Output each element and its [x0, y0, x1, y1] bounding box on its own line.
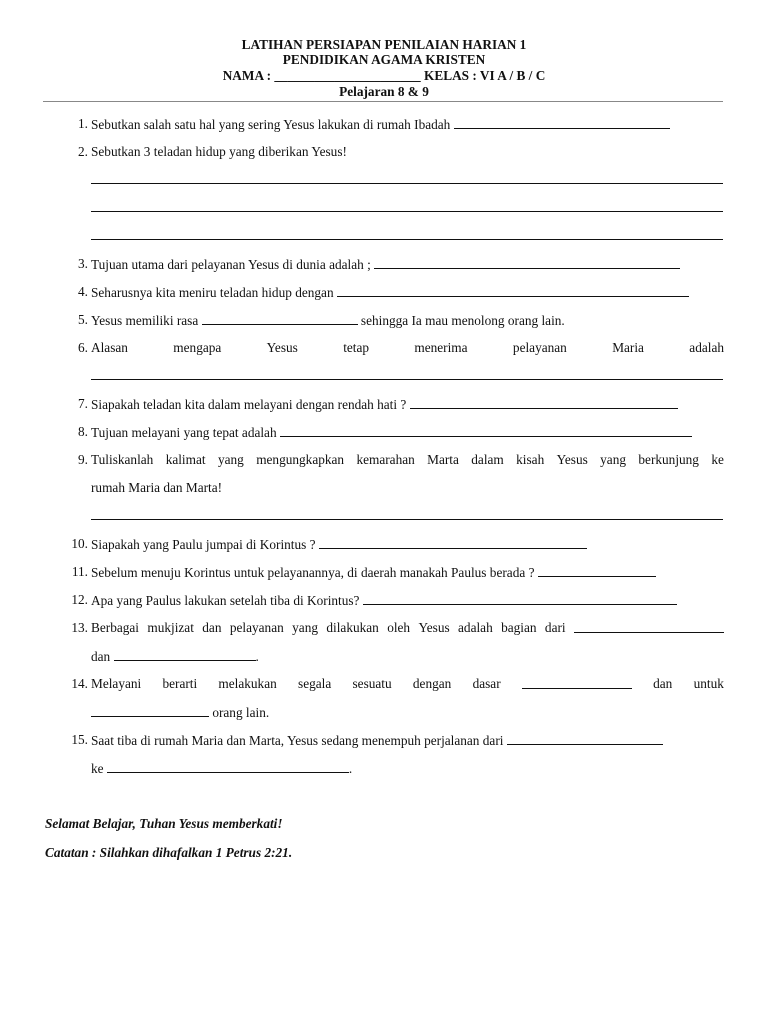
question-15-continuation	[62, 760, 724, 776]
answer-line[interactable]	[91, 379, 723, 380]
answer-blank[interactable]	[280, 424, 692, 437]
question-1	[62, 116, 724, 132]
question-number: 13.	[71, 620, 88, 635]
question-text: rumah Maria dan Marta!	[91, 480, 223, 495]
question-8	[62, 424, 724, 440]
memorization-note: Catatan : Silahkan dihafalkan 1 Petrus 2:21.	[45, 845, 293, 860]
question-14-continuation	[62, 704, 724, 720]
question-text: Tuliskanlah kalimat yang mengungkapkan kemarahan Marta dalam kisah Yesus yang berkunjung ke	[91, 452, 724, 467]
kelas-label: KELAS : VI A / B / C	[424, 68, 546, 83]
question-number: 10.	[71, 536, 88, 551]
closing-greeting: Selamat Belajar, Tuhan Yesus memberkati!	[45, 816, 283, 831]
nama-blank[interactable]: ______________________	[274, 68, 421, 83]
question-text: Alasan mengapa Yesus tetap menerima pelayanan Maria adalah	[91, 340, 724, 355]
question-text: Siapakah yang Paulu jumpai di Korintus ?	[91, 536, 724, 553]
answer-line[interactable]	[91, 519, 723, 520]
question-7	[62, 396, 724, 412]
question-15	[62, 732, 724, 748]
question-6	[62, 340, 724, 356]
question-9-continuation	[62, 480, 724, 496]
nama-label: NAMA :	[222, 68, 272, 83]
question-number: 7.	[78, 396, 88, 411]
answer-blank[interactable]	[507, 732, 663, 745]
question-text: Siapakah teladan kita dalam melayani dengan rendah hati ?	[91, 396, 724, 413]
answer-blank[interactable]	[202, 312, 358, 325]
answer-blank[interactable]	[410, 396, 678, 409]
answer-line[interactable]	[91, 211, 723, 212]
question-text: Yesus memiliki rasa sehingga Ia mau menolong orang lain.	[91, 313, 565, 328]
question-text: Sebelum menuju Korintus untuk pelayanannya, di daerah manakah Paulus berada ?	[91, 564, 724, 581]
question-10	[62, 536, 724, 552]
question-number: 3.	[78, 256, 88, 271]
header-divider	[43, 101, 723, 102]
question-12	[62, 592, 724, 608]
subject-title: PENDIDIKAN AGAMA KRISTEN	[282, 52, 486, 67]
question-number: 12.	[71, 592, 88, 607]
question-13	[62, 620, 724, 636]
answer-blank[interactable]	[454, 116, 670, 129]
question-number: 6.	[78, 340, 88, 355]
answer-blank[interactable]	[114, 648, 256, 661]
answer-blank[interactable]	[91, 704, 209, 717]
answer-blank[interactable]	[574, 620, 724, 633]
worksheet-title: LATIHAN PERSIAPAN PENILAIAN HARIAN 1	[241, 37, 527, 52]
question-number: 11.	[71, 564, 88, 579]
lesson-label: Pelajaran 8 & 9	[339, 84, 429, 99]
question-text: dan .	[91, 649, 259, 664]
question-number: 4.	[78, 284, 88, 299]
answer-blank[interactable]	[522, 676, 632, 689]
answer-blank[interactable]	[374, 256, 680, 269]
question-number: 15.	[71, 732, 88, 747]
question-text: Apa yang Paulus lakukan setelah tiba di Korintus?	[91, 592, 724, 609]
question-text: Berbagai mukjizat dan pelayanan yang dilakukan oleh Yesus adalah bagian dari	[91, 620, 724, 636]
student-info-line	[0, 68, 768, 84]
question-number: 5.	[78, 312, 88, 327]
question-4	[62, 284, 724, 300]
question-14	[62, 676, 724, 692]
answer-blank[interactable]	[107, 760, 349, 773]
question-text: Tujuan utama dari pelayanan Yesus di dunia adalah ;	[91, 256, 724, 273]
question-3	[62, 256, 724, 272]
question-text: Saat tiba di rumah Maria dan Marta, Yesus sedang menempuh perjalanan dari	[91, 732, 724, 749]
answer-blank[interactable]	[337, 284, 689, 297]
question-text: Seharusnya kita meniru teladan hidup dengan	[91, 284, 724, 301]
question-number: 2.	[78, 144, 88, 159]
answer-blank[interactable]	[319, 536, 587, 549]
question-text: Sebutkan salah satu hal yang sering Yesus lakukan di rumah Ibadah	[91, 116, 724, 133]
question-text: Tujuan melayani yang tepat adalah	[91, 424, 724, 441]
question-number: 9.	[78, 452, 88, 467]
question-number: 14.	[71, 676, 88, 691]
question-number: 1.	[78, 116, 88, 131]
question-11	[62, 564, 724, 580]
question-text: Melayani berarti melakukan segala sesuatu dengan dasar dan untuk	[91, 676, 724, 691]
question-5	[62, 312, 724, 328]
answer-blank[interactable]	[538, 564, 656, 577]
question-number: 8.	[78, 424, 88, 439]
question-9	[62, 452, 724, 468]
question-text: Sebutkan 3 teladan hidup yang diberikan Yesus!	[91, 144, 347, 159]
question-2	[62, 144, 724, 160]
answer-blank[interactable]	[363, 592, 677, 605]
answer-line[interactable]	[91, 183, 723, 184]
answer-line[interactable]	[91, 239, 723, 240]
question-text: ke .	[91, 761, 353, 776]
question-13-continuation	[62, 648, 724, 664]
question-text: orang lain.	[91, 704, 724, 721]
